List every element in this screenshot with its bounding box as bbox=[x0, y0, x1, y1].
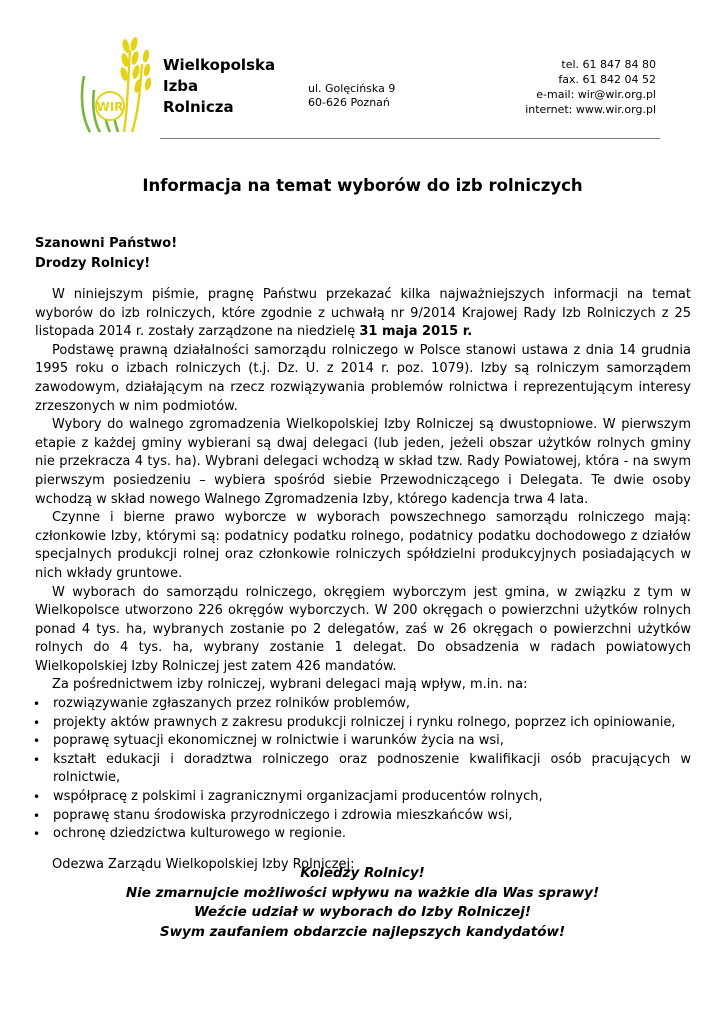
org-name-line: Izba bbox=[163, 77, 199, 95]
website-address: internet: www.wir.org.pl bbox=[525, 103, 656, 116]
appeal-line: Nie zmarnujcie możliwości wpływu na ważkie dla Was sprawy! bbox=[125, 884, 600, 901]
paragraph-districts: W wyborach do samorządu rolniczego, okręgiem wyborczym jest gmina, w związku z tym w Wielkopolsce utworzono 226 okręgów wyborczych. W 200 okręgach o powierzchni użytków rolnych ponad 4 tys. ha, wybranych zostanie po 2 delegatów, zaś w 26 okręgach o powierzchni użytków rolnych do 4 tys. ha, wybrany zostanie 1 delegat. Do obsadzenia w radach powiatowych Wielkopolskiej Izby Rolniczej jest zatem 426 mandatów. bbox=[35, 584, 691, 674]
postal-address bbox=[308, 82, 395, 110]
election-date: 31 maja 2015 r. bbox=[359, 324, 473, 340]
organization-name bbox=[163, 55, 275, 118]
letterhead bbox=[0, 0, 725, 140]
postal-city: 60-626 Poznań bbox=[308, 96, 390, 109]
phone-number: tel. 61 847 84 80 bbox=[561, 58, 656, 71]
closing-appeal bbox=[0, 864, 725, 942]
intro-text: W niniejszym piśmie, pragnę Państwu przekazać kilka najważniejszych informacji na temat wyborów do izb rolniczych, które zgodnie z uchwałą nr 9/2014 Krajowej Rady Izb Rolniczych z 25 listopada 2014 r. zostały zarządzone na niedzielę bbox=[35, 287, 691, 340]
list-item: • poprawę stanu środowiska przyrodniczego i zdrowia mieszkańców wsi, bbox=[35, 807, 691, 826]
contact-info bbox=[525, 57, 656, 117]
org-name-line: Wielkopolska bbox=[163, 56, 276, 74]
fax-number: fax. 61 842 04 52 bbox=[558, 73, 656, 86]
paragraph-election-stages: Wybory do walnego zgromadzenia Wielkopolskiej Izby Rolniczej są dwustopniowe. W pierwszym etapie z każdej gminy wybierani są dwaj delegaci (lub jeden, jeżeli obszar użytków rolnych gminy nie przekracza 4 tys. ha). Wybrani delegaci wchodzą w skład tzw. Rady Powiatowej, która - na swym pierwszym posiedzeniu – wybiera spośród siebie Przewodniczącego i Delegata. Te dwie osoby wchodzą w skład nowego Walnego Zgromadzenia Izby, którego kadencja trwa 4 lata. bbox=[35, 417, 691, 507]
list-item: • poprawę sytuacji ekonomicznej w rolnictwie i warunków życia na wsi, bbox=[35, 732, 691, 751]
street-address: ul. Golęcińska 9 bbox=[308, 82, 396, 95]
header-divider bbox=[160, 138, 660, 139]
appeal-line: Swym zaufaniem obdarzcie najlepszych kandydatów! bbox=[159, 923, 566, 940]
paragraph-intro bbox=[35, 286, 691, 342]
influence-list bbox=[35, 695, 691, 844]
list-item: • projekty aktów prawnych z zakresu produkcji rolniczej i rynku rolnego, poprzez ich opiniowanie, bbox=[35, 714, 691, 733]
list-item: • współpracę z polskimi i zagranicznymi organizacjami producentów rolnych, bbox=[35, 788, 691, 807]
org-name-line: Rolnicza bbox=[163, 98, 234, 116]
email-address: e-mail: wir@wir.org.pl bbox=[536, 88, 656, 101]
list-item: • kształt edukacji i doradztwa rolniczego oraz podnoszenie kwalifikacji osób pracujących w rolnictwie, bbox=[35, 751, 691, 788]
paragraph-legal-basis: Podstawę prawną działalności samorządu rolniczego w Polsce stanowi ustawa z dnia 14 grudnia 1995 roku o izbach rolniczych (t.j. Dz. U. z 2014 r. poz. 1079). Izby są rolniczym samorządem zawodowym, działającym na rzecz rozwiązywania problemów rolnictwa i reprezentującym interesy zrzeszonych w nim podmiotów. bbox=[35, 342, 691, 414]
appeal-line: Koledzy Rolnicy! bbox=[300, 865, 425, 881]
salutation bbox=[35, 234, 177, 274]
document-title: Informacja na temat wyborów do izb rolniczych bbox=[142, 176, 583, 195]
list-item: • rozwiązywanie zgłaszanych przez rolników problemów, bbox=[35, 695, 691, 714]
list-item: • ochronę dziedzictwa kulturowego w regionie. bbox=[35, 825, 691, 844]
wir-logo bbox=[74, 36, 154, 134]
logo-text: WIR bbox=[96, 100, 124, 114]
appeal-line: Weźcie udział w wyborach do Izby Rolniczej! bbox=[194, 904, 531, 920]
paragraph-voting-rights: Czynne i bierne prawo wyborcze w wyborach powszechnego samorządu rolniczego mają: członkowie Izby, którymi są: podatnicy podatku rolnego, podatnicy podatku dochodowego z działów specjalnych produkcji rolnej oraz członkowie rolniczych spółdzielni produkcyjnych posiadających w nich wkłady gruntowe. bbox=[35, 510, 691, 581]
salutation-line: Szanowni Państwo! bbox=[35, 236, 178, 251]
letter-body bbox=[35, 286, 691, 874]
board-address-heading: Odezwa Zarządu Wielkopolskiej Izby Rolniczej: bbox=[52, 856, 355, 872]
salutation-line: Drodzy Rolnicy! bbox=[35, 256, 151, 271]
paragraph-influence: Za pośrednictwem izby rolniczej, wybrani delegaci mają wpływ, m.in. na: bbox=[52, 677, 528, 693]
